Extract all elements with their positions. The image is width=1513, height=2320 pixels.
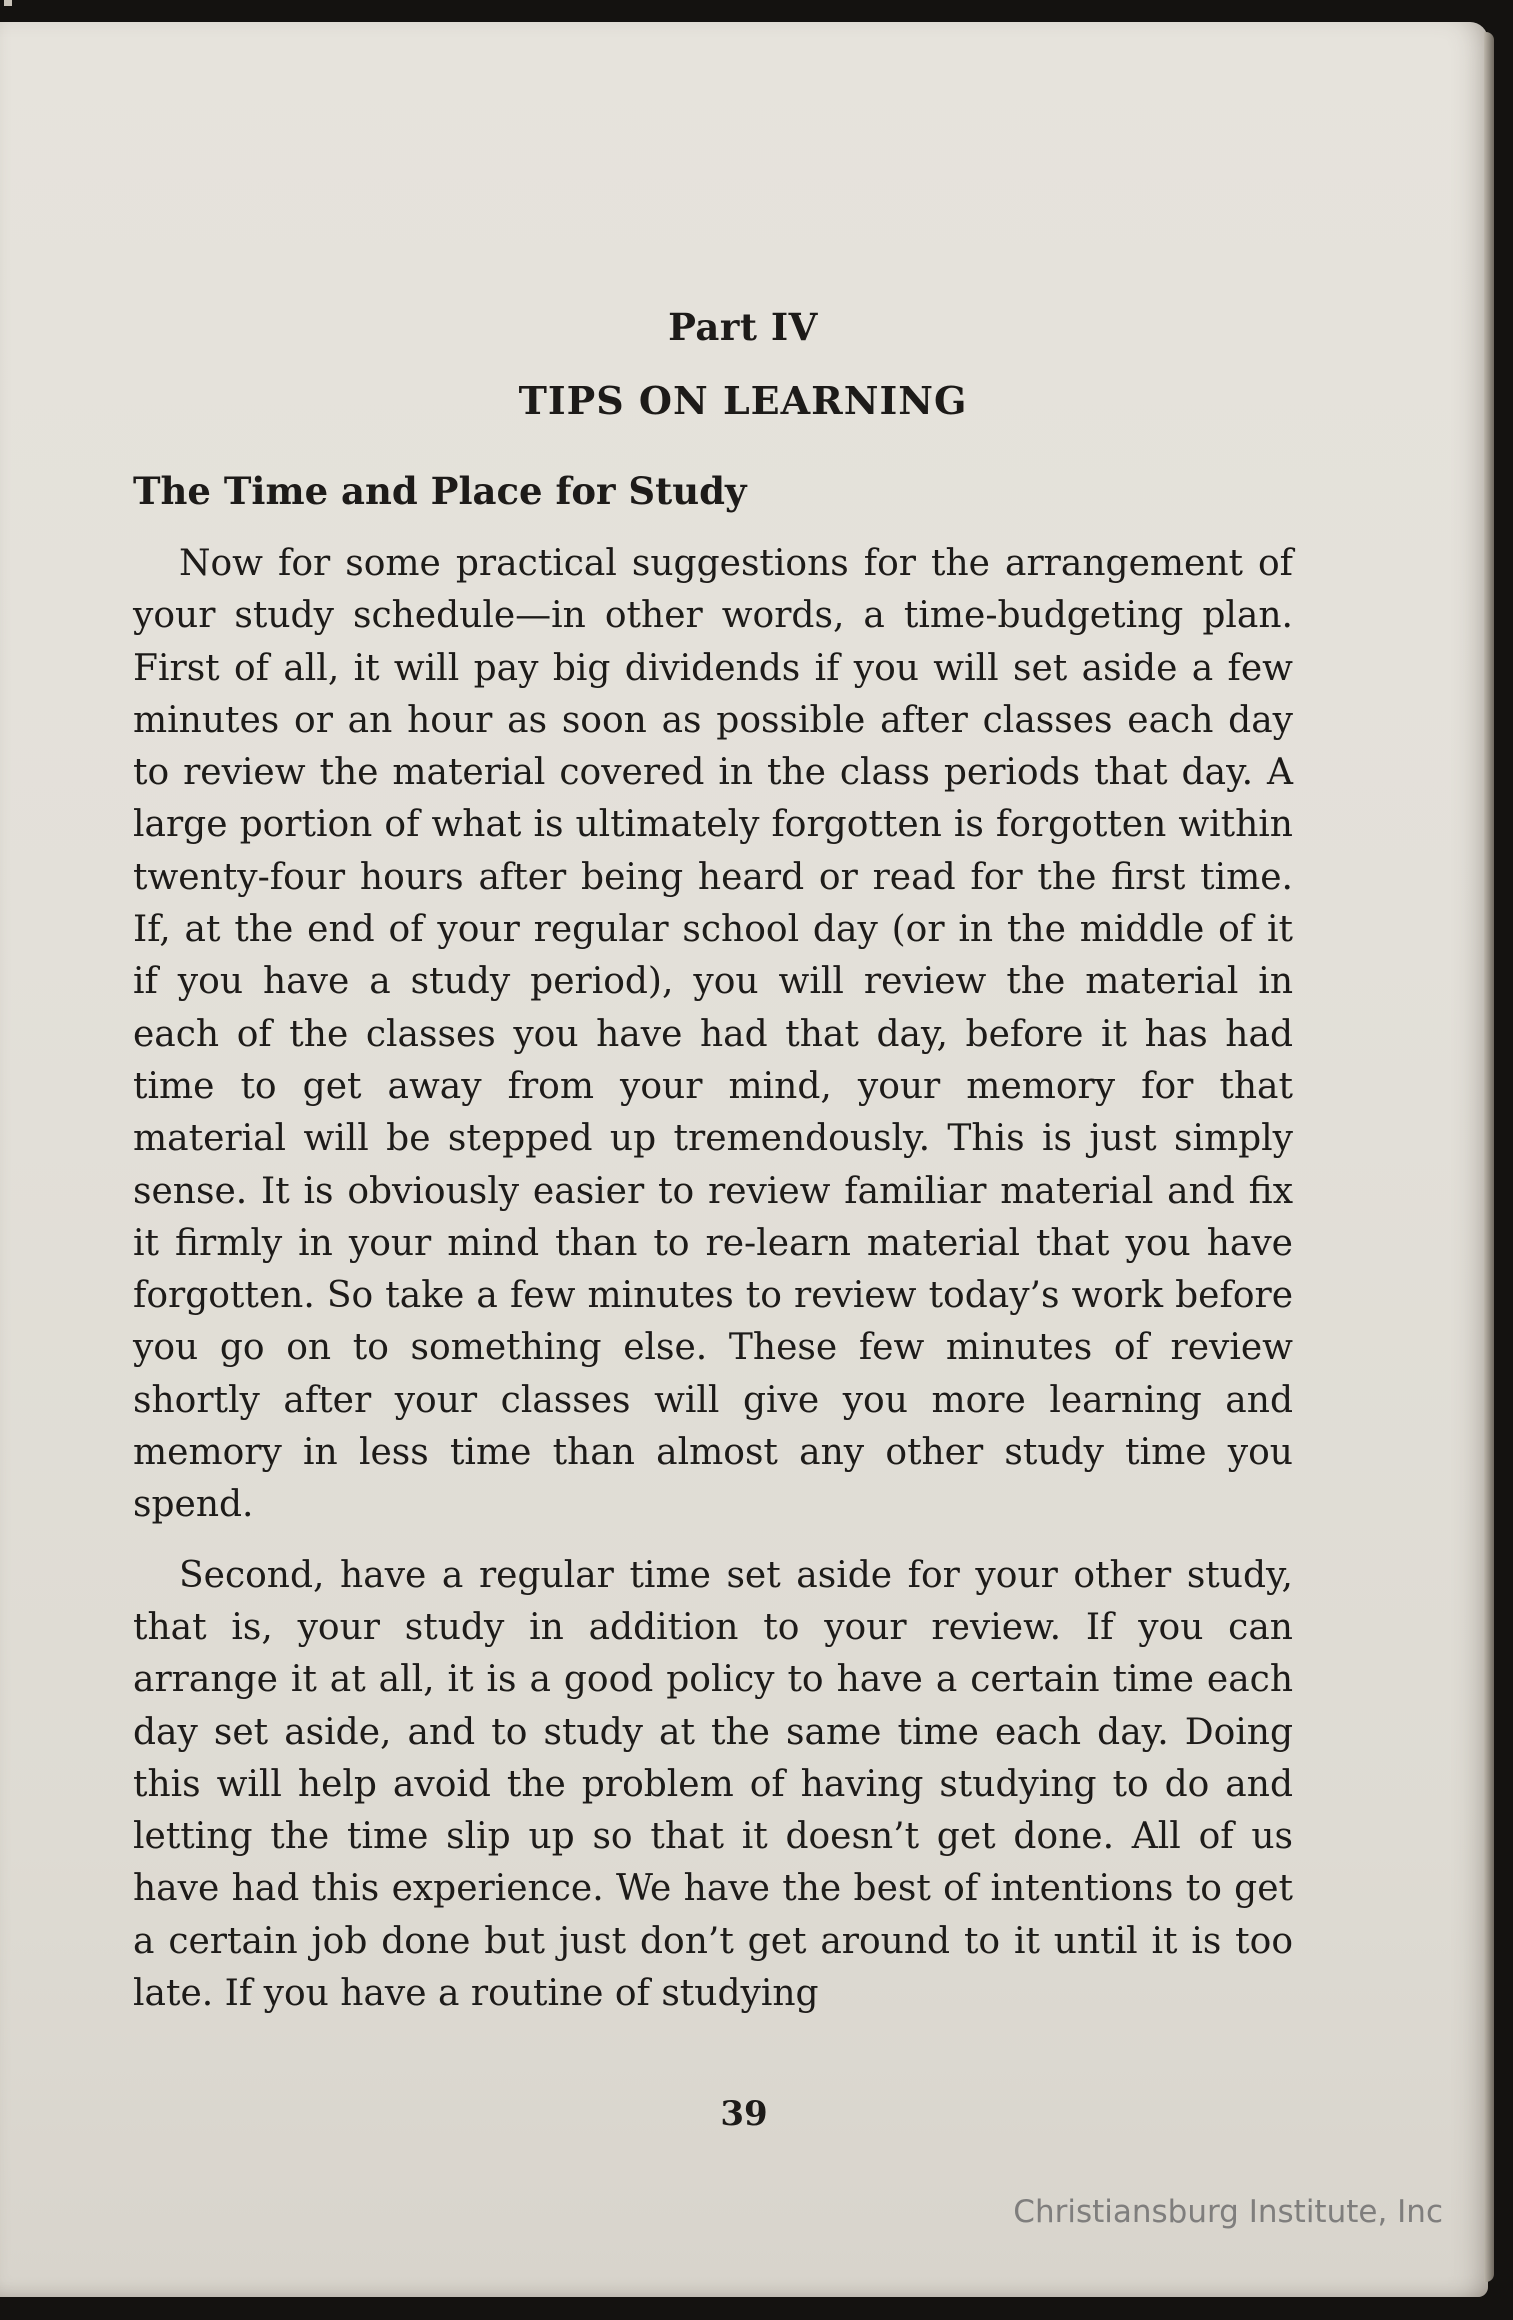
page-content xyxy=(133,304,1293,2020)
chapter-heading: TIPS ON LEARNING xyxy=(518,378,968,423)
corner-mark xyxy=(4,0,12,6)
page-number: 39 xyxy=(720,2094,768,2134)
watermark-text: Christiansburg Institute, Inc xyxy=(1013,2194,1443,2230)
part-heading: Part IV xyxy=(668,305,818,349)
section-heading: The Time and Place for Study xyxy=(133,469,747,513)
body-paragraph: Now for some practical suggestions for the arrangement of your study schedule—in other words, a time-budgeting plan. First of all, it will pay big dividends if you will set aside a few minutes or an hour as soon as possible after classes each day to review the material covered in the class periods that day. A large portion of what is ultimately forgotten is forgotten within twenty-four hours after being heard or read for the first time. If, at the end of your regular school day (or in the middle of it if you have a study period), you will review the material in each of the classes you have had that day, before it has had time to get away from your mind, your memory for that material will be stepped up tremendously. This is just simply sense. It is obviously easier to review familiar material and fix it firmly in your mind than to re-learn material that you have forgotten. So take a few minutes to review today’s work before you go on to something else. These few minutes of review shortly after your classes will give you more learning and memory in less time than almost any other study time you spend. xyxy=(133,543,1293,1526)
body-paragraph: Second, have a regular time set aside for your other study, that is, your study in addition to your review. If you can arrange it at all, it is a good policy to have a certain time each day set aside, and to study at the same time each day. Doing this will help avoid the problem of having studying to do and letting the time slip up so that it doesn’t get done. All of us have had this experience. We have the best of intentions to get a certain job done but just don’t get around to it until it is too late. If you have a routine of studying xyxy=(133,1554,1293,2015)
book-page xyxy=(0,22,1488,2297)
page-edge xyxy=(1484,32,1494,2282)
